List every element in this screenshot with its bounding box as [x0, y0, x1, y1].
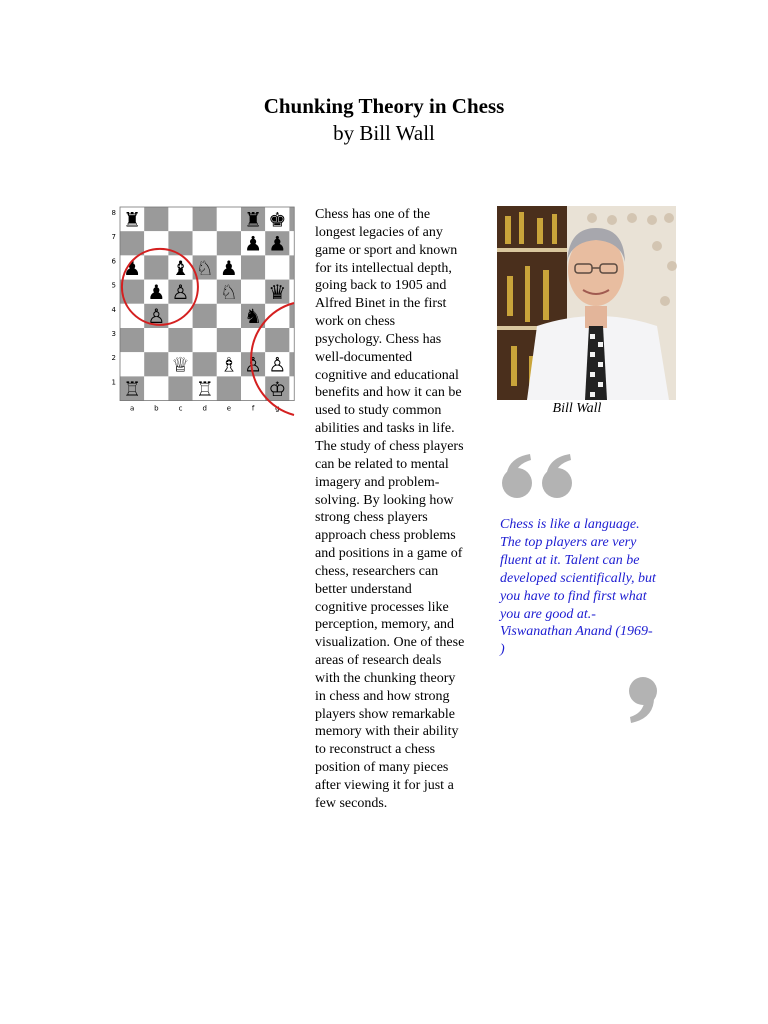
- board-square: [289, 280, 294, 304]
- chess-piece: ♟: [219, 255, 238, 280]
- rank-label: 5: [111, 281, 116, 290]
- rank-label: 8: [111, 209, 116, 217]
- board-square: [168, 207, 192, 231]
- file-label: c: [178, 404, 183, 413]
- chess-piece: ♜: [123, 207, 142, 232]
- chess-piece: ♞: [244, 304, 263, 329]
- author-byline: by Bill Wall: [333, 121, 435, 145]
- board-square: [289, 352, 294, 376]
- board-square: [144, 328, 168, 352]
- board-square: [217, 328, 241, 352]
- board-square: [193, 304, 217, 328]
- board-square: [289, 304, 294, 328]
- chess-piece: ♟: [147, 279, 166, 304]
- board-square: [120, 231, 144, 255]
- board-square: [289, 376, 294, 400]
- board-square: [265, 328, 289, 352]
- chess-board: [112, 203, 300, 418]
- board-square: [289, 255, 294, 279]
- board-square: [217, 207, 241, 231]
- file-label: d: [202, 404, 207, 413]
- chess-diagram: [112, 203, 300, 418]
- page-title: Chunking Theory in Chess: [263, 94, 505, 118]
- author-photo: [497, 206, 676, 400]
- board-square: [217, 304, 241, 328]
- file-label: a: [129, 404, 135, 413]
- chess-piece: ♜: [244, 207, 263, 232]
- board-square: [289, 231, 294, 255]
- chess-piece: ♘: [219, 279, 238, 304]
- chess-piece: ♟: [123, 255, 142, 280]
- rank-label: 7: [111, 233, 116, 242]
- board-square: [289, 328, 294, 352]
- board-square: [217, 376, 241, 400]
- board-square: [193, 352, 217, 376]
- chess-piece: ♔: [268, 376, 287, 401]
- chess-piece: ♟: [244, 231, 263, 256]
- portrait-image: [497, 206, 676, 400]
- board-square: [193, 328, 217, 352]
- article-body: Chess has one of the longest legacies of any game or sport and known for its intellectual depth, going back to 1905 and Alfred Binet in the first work on chess psychology. Chess has well-documented cognitive and educational benefits and how it can be used to study common abilities and tasks in life. The study of chess players can be related to mental imagery and problem-solving. By looking how strong chess players approach chess problems and positions in a game of chess, researchers can better understand cognitive processes like perception, memory, and visualization. One of these areas of research deals with the chunking theory in chess and how strong players show remarkable memory with their ability to reconstruct a chess position of many pieces after viewing it for just a few seconds.: [315, 207, 465, 811]
- quote-text: Chess is like a language. The top players are very fluent at it. Talent can be developed scientifically, but you have to find first what you are good at.- Viswanathan Anand (1969- ): [500, 517, 656, 658]
- board-square: [217, 231, 241, 255]
- board-square: [120, 304, 144, 328]
- board-square: [168, 328, 192, 352]
- photo-caption: Bill Wall: [552, 401, 602, 416]
- board-square: [289, 207, 294, 231]
- file-label: b: [154, 404, 159, 413]
- file-label: g: [275, 404, 280, 413]
- chess-piece: ♘: [195, 255, 214, 280]
- board-square: [120, 328, 144, 352]
- chess-piece: ♖: [123, 376, 142, 401]
- board-square: [144, 352, 168, 376]
- board-square: [144, 207, 168, 231]
- chess-piece: ♖: [195, 376, 214, 401]
- board-square: [168, 376, 192, 400]
- board-square: [241, 280, 265, 304]
- board-square: [241, 328, 265, 352]
- rank-label: 1: [111, 378, 116, 387]
- board-square: [144, 255, 168, 279]
- board-square: [265, 255, 289, 279]
- close-quote-icon: [628, 676, 658, 729]
- chess-piece: ♚: [268, 207, 287, 232]
- chess-piece: ♙: [147, 304, 166, 329]
- chess-piece: ♙: [171, 279, 190, 304]
- file-label: e: [226, 404, 232, 413]
- board-square: [120, 352, 144, 376]
- board-square: [168, 304, 192, 328]
- open-quote-icon: [500, 452, 578, 507]
- board-square: [241, 376, 265, 400]
- chess-piece: ♙: [268, 352, 287, 377]
- rank-label: 4: [111, 305, 116, 314]
- board-square: [193, 207, 217, 231]
- board-square: [193, 231, 217, 255]
- chess-piece: ♙: [244, 352, 263, 377]
- board-square: [241, 255, 265, 279]
- board-square: [144, 376, 168, 400]
- rank-label: 2: [111, 354, 116, 363]
- rank-label: 6: [111, 257, 116, 266]
- chess-piece: ♗: [219, 352, 238, 377]
- file-label: f: [251, 404, 255, 413]
- title-block: [0, 93, 768, 147]
- chess-piece: ♛: [268, 279, 287, 304]
- chess-piece: ♕: [171, 352, 190, 377]
- chess-piece: ♟: [268, 231, 287, 256]
- rank-label: 3: [111, 330, 116, 338]
- chess-piece: ♝: [171, 255, 190, 280]
